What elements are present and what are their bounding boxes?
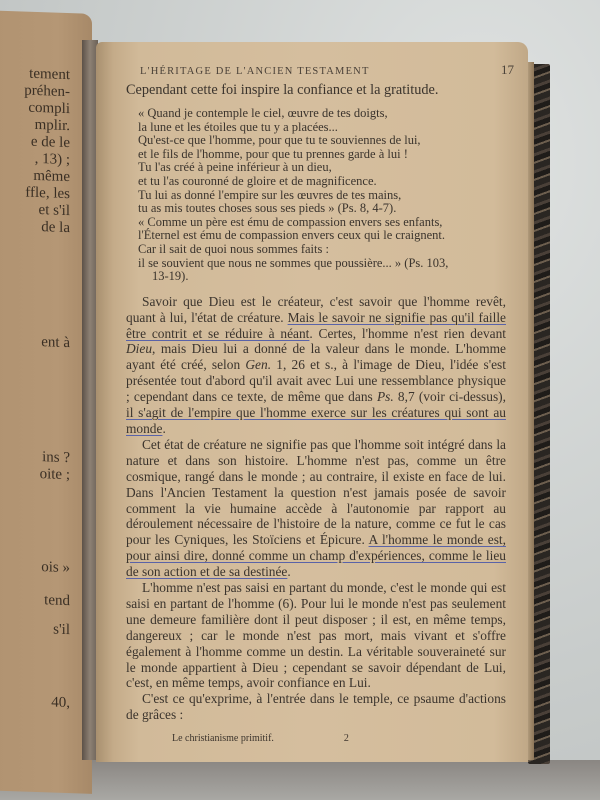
left-page-fragment: ois » [41, 559, 70, 577]
left-page-fragment: préhen- [24, 82, 70, 101]
body-paragraph [126, 691, 506, 723]
quotation-line: 13-19). [152, 269, 189, 284]
text-segment: 1, 26 et s., à l'image de Dieu, l'idée s'est présentée tout d'abord qu'il avait avec Lui une ressemblance physique ; cependant dans ce texte, de même que dans [126, 357, 506, 405]
left-page-text-fragments [0, 10, 92, 794]
right-page [96, 42, 528, 762]
left-page-fragment: e de le [30, 133, 70, 152]
text-segment: Dieu [126, 341, 153, 357]
running-head [140, 62, 514, 78]
text-segment: C'est ce qu'exprime, à l'entrée dans le temple, ce psaume d'actions de grâces : [126, 691, 506, 723]
left-page-fragment: , 13) ; [34, 150, 70, 169]
quotation-line: Tu l'as créé à peine inférieur à un dieu, [138, 160, 332, 175]
left-page-fragment: oite ; [39, 466, 70, 484]
page-number: 17 [501, 62, 514, 77]
signature-footer [172, 733, 506, 744]
text-segment: . [162, 420, 166, 436]
pen-underlined-text: il s'agit de l'empire que l'homme exerce sur les créatures qui sont au monde [126, 405, 506, 436]
quotation-line: Tu lui as donné l'empire sur les œuvres de tes mains, [138, 187, 402, 202]
left-page-fragment: de la [41, 219, 70, 237]
left-page-fragment: mplir. [34, 116, 70, 135]
left-page-fragment: et s'il [38, 202, 70, 220]
quotation-line: et tu l'as couronné de gloire et de magnificence. [138, 173, 377, 188]
text-segment: , mais Dieu lui a donné de la valeur dans le monde. L'homme ayant été créé, selon [126, 341, 506, 373]
left-page-fragment: même [33, 167, 70, 186]
body-paragraph [126, 580, 506, 691]
signature-title: Le christianisme primitif. [172, 733, 274, 745]
left-page-fragment: 40, [51, 694, 70, 712]
quotation-line: il se souvient que nous ne sommes que poussière... » (Ps. 103, [138, 255, 449, 270]
quotation-line: la lune et les étoiles que tu y a placées... [138, 119, 338, 134]
quotation-line: « Quand je contemple le ciel, œuvre de tes doigts, [138, 106, 388, 120]
pen-underlined-text: A l'homme le monde est, pour ainsi dire, donné comme un champ d'expériences, comme le lieu de son action et de sa destinée [126, 532, 506, 580]
psalm-quotation [138, 107, 506, 284]
page-content [126, 62, 514, 745]
quotation-line: et le fils de l'homme, pour que tu prennes garde à lui ! [138, 146, 408, 161]
signature-number: 2 [343, 733, 349, 745]
text-segment: . Certes, l'homme n'est rien devant [309, 325, 506, 341]
left-page-fragment: s'il [53, 621, 70, 639]
text-segment: L'homme n'est pas saisi en partant du monde, c'est le monde qui est saisi en partant de l'homme (6). Pour lui le monde n'est pas seulement une demeure familière dont il peut disposer ; il est, en même temps, dangereux ; car le monde n'est pas mort, mais vivant et s'offre également à l'homme comme un destin. La véritable souveraineté sur le monde appartient à Dieu ; cependant se savoir dépendant de Lui, c'est, en même temps, avoir confiance en Lui. [126, 580, 506, 691]
quotation-line: Car il sait de quoi nous sommes faits : [138, 241, 329, 256]
running-head-title: L'HÉRITAGE DE L'ANCIEN TESTAMENT [140, 66, 370, 77]
quotation-line: « Comme un père est ému de compassion envers ses enfants, [138, 214, 443, 229]
body-paragraph [126, 437, 506, 580]
left-page-fragment: ent à [41, 334, 70, 352]
text-segment: 8,7 (voir ci-dessus), [393, 389, 506, 405]
text-segment: Ps. [376, 389, 394, 405]
left-page-fragment: compli [28, 99, 70, 118]
left-page-fragment: ffle, les [25, 184, 70, 203]
pen-underlined-text: Mais le savoir ne signifie pas qu'il faille être contrit et se réduire à néant [126, 309, 506, 341]
quotation-line: tu as mis toutes choses sous ses pieds » (Ps. 8, 4-7). [138, 201, 397, 216]
left-page [0, 10, 92, 794]
text-segment: Gen. [245, 357, 272, 373]
left-page-fragment: ins ? [42, 449, 70, 467]
body-paragraph [126, 294, 506, 437]
quotation-line: l'Éternel est ému de compassion envers ceux qui le craignent. [138, 228, 446, 243]
body-paragraphs [126, 294, 506, 723]
lead-sentence: Cependant cette foi inspire la confiance et la gratitude. [126, 82, 439, 98]
left-page-fragment: tend [44, 592, 70, 610]
left-page-fragment: tement [29, 65, 70, 84]
quotation-line: Qu'est-ce que l'homme, pour que tu te souviennes de lui, [138, 133, 421, 148]
text-segment: . [287, 564, 291, 580]
text-segment: Savoir que Dieu est le créateur, c'est savoir que l'homme revêt, quant à lui, l'état de créature. [126, 293, 506, 325]
text-segment: Cet état de créature ne signifie pas que l'homme soit intégré dans la nature et dans son histoire. L'homme n'est pas, comme un être cosmique, rangé dans le monde ; au contraire, il existe en face de lui. Dans l'Ancien Testament la question n'est jamais posée de savoir comment la vie humaine accède à l'autonomie par rapport au déroulement nécessaire de l'histoire de la nature, comme ce fut le cas pour les Cyniques, les Stoïciens et Épicure. [126, 436, 506, 548]
